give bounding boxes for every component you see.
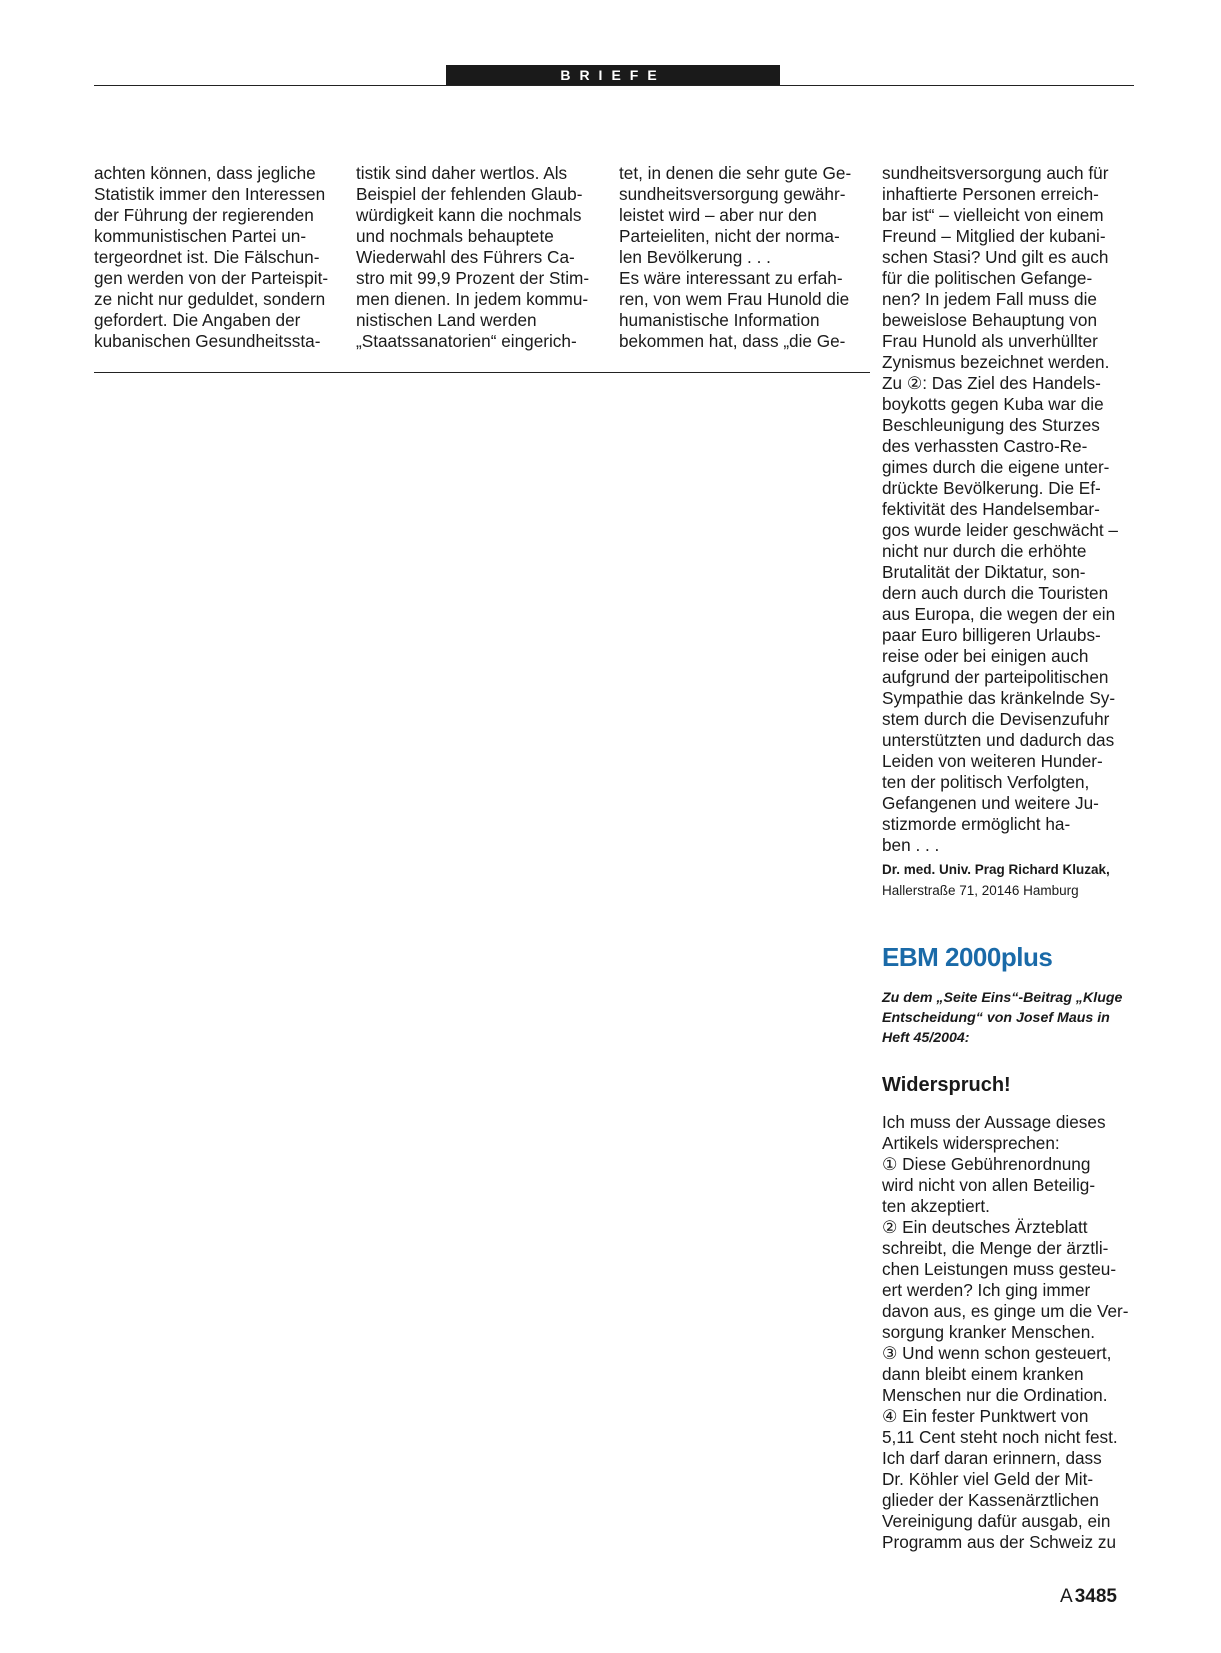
- text-line: des verhassten Castro-Re-: [882, 436, 1088, 456]
- text-line: ert werden? Ich ging immer: [882, 1280, 1091, 1300]
- text-line: fektivität des Handelsembar-: [882, 499, 1100, 519]
- text-line: ze nicht nur geduldet, sondern: [94, 289, 326, 309]
- text-line: ten akzeptiert.: [882, 1196, 990, 1216]
- text-line: Es wäre interessant zu erfah-: [619, 268, 843, 288]
- text-column-3: [619, 163, 851, 352]
- text-line: Zynismus bezeichnet werden.: [882, 352, 1110, 372]
- header-rule: [94, 85, 1134, 86]
- text-line: für die politischen Gefange-: [882, 268, 1093, 288]
- text-line: nistischen Land werden: [356, 310, 537, 330]
- text-line: Frau Hunold als unverhüllter: [882, 331, 1098, 351]
- text-line: dann bleibt einem kranken: [882, 1364, 1084, 1384]
- text-line: stizmorde ermöglicht ha-: [882, 814, 1071, 834]
- text-line: drückte Bevölkerung. Die Ef-: [882, 478, 1101, 498]
- text-line: kubanischen Gesundheitssta-: [94, 331, 321, 351]
- text-line: stro mit 99,9 Prozent der Stim-: [356, 268, 590, 288]
- text-line: unterstützten und dadurch das: [882, 730, 1115, 750]
- text-line: Programm aus der Schweiz zu: [882, 1532, 1117, 1552]
- text-line: achten können, dass jegliche: [94, 163, 316, 183]
- text-line: Freund – Mitglied der kubani-: [882, 226, 1106, 246]
- text-line: nicht nur durch die erhöhte: [882, 541, 1087, 561]
- letter-body: [882, 1112, 1129, 1553]
- text-line: Ich muss der Aussage dieses: [882, 1112, 1106, 1132]
- topic-heading: EBM 2000plus: [882, 942, 1053, 972]
- text-line: Entscheidung“ von Josef Maus in: [882, 1010, 1110, 1026]
- page-number: [1060, 1585, 1117, 1609]
- text-line: schreibt, die Menge der ärztli-: [882, 1238, 1109, 1258]
- text-line: wird nicht von allen Beteilig-: [882, 1175, 1096, 1195]
- text-line: reise oder bei einigen auch: [882, 646, 1089, 666]
- text-line: Brutalität der Diktatur, son-: [882, 562, 1086, 582]
- text-line: ① Diese Gebührenordnung: [882, 1154, 1091, 1174]
- text-line: aufgrund der parteipolitischen: [882, 667, 1109, 687]
- text-line: davon aus, es ginge um die Ver-: [882, 1301, 1129, 1321]
- text-line: ③ Und wenn schon gesteuert,: [882, 1343, 1112, 1363]
- text-line: Wiederwahl des Führers Ca-: [356, 247, 575, 267]
- section-label: BRIEFE: [446, 65, 780, 85]
- text-line: ② Ein deutsches Ärzteblatt: [882, 1217, 1088, 1237]
- text-line: nen? In jedem Fall muss die: [882, 289, 1097, 309]
- text-line: tet, in denen die sehr gute Ge-: [619, 163, 852, 183]
- text-line: dern auch durch die Touristen: [882, 583, 1109, 603]
- text-line: tistik sind daher wertlos. Als: [356, 163, 568, 183]
- text-line: sundheitsversorgung gewähr-: [619, 184, 846, 204]
- text-column-4: [882, 163, 1118, 856]
- text-line: Parteieliten, nicht der norma-: [619, 226, 840, 246]
- text-line: Ich darf daran erinnern, dass: [882, 1448, 1102, 1468]
- text-line: Gefangenen und weitere Ju-: [882, 793, 1099, 813]
- text-line: gen werden von der Parteispit-: [94, 268, 329, 288]
- text-line: men dienen. In jedem kommu-: [356, 289, 589, 309]
- text-line: sorgung kranker Menschen.: [882, 1322, 1096, 1342]
- letter-heading: Widerspruch!: [882, 1074, 1011, 1096]
- page-number-value: 3485: [1074, 1586, 1117, 1607]
- text-line: sundheitsversorgung auch für: [882, 163, 1109, 183]
- text-line: stem durch die Devisenzufuhr: [882, 709, 1110, 729]
- text-line: 5,11 Cent steht noch nicht fest.: [882, 1427, 1118, 1447]
- text-line: Zu ②: Das Ziel des Handels-: [882, 373, 1101, 393]
- text-line: leistet wird – aber nur den: [619, 205, 817, 225]
- text-line: bekommen hat, dass „die Ge-: [619, 331, 846, 351]
- signature-address: Hallerstraße 71, 20146 Hamburg: [882, 883, 1079, 898]
- text-line: inhaftierte Personen erreich-: [882, 184, 1099, 204]
- text-line: und nochmals behauptete: [356, 226, 554, 246]
- text-line: len Bevölkerung . . .: [619, 247, 771, 267]
- article-reference: [882, 988, 1122, 1048]
- text-line: humanistische Information: [619, 310, 820, 330]
- text-line: boykotts gegen Kuba war die: [882, 394, 1104, 414]
- text-line: paar Euro billigeren Urlaubs-: [882, 625, 1101, 645]
- page-prefix: A: [1060, 1586, 1073, 1607]
- text-line: tergeordnet ist. Die Fälschun-: [94, 247, 320, 267]
- text-line: Sympathie das kränkelnde Sy-: [882, 688, 1116, 708]
- text-line: ben . . .: [882, 835, 940, 855]
- text-line: Artikels widersprechen:: [882, 1133, 1060, 1153]
- text-line: schen Stasi? Und gilt es auch: [882, 247, 1109, 267]
- text-line: aus Europa, die wegen der ein: [882, 604, 1116, 624]
- text-line: glieder der Kassenärztlichen: [882, 1490, 1099, 1510]
- text-line: Zu dem „Seite Eins“-Beitrag „Kluge: [882, 990, 1123, 1006]
- text-line: kommunistischen Partei un-: [94, 226, 307, 246]
- text-line: Menschen nur die Ordination.: [882, 1385, 1108, 1405]
- text-line: gimes durch die eigene unter-: [882, 457, 1110, 477]
- text-line: gos wurde leider geschwächt –: [882, 520, 1118, 540]
- text-line: beweislose Behauptung von: [882, 310, 1098, 330]
- text-line: Beispiel der fehlenden Glaub-: [356, 184, 583, 204]
- text-column-1: [94, 163, 328, 352]
- text-line: Vereinigung dafür ausgab, ein: [882, 1511, 1111, 1531]
- text-line: Statistik immer den Interessen: [94, 184, 326, 204]
- text-line: Dr. Köhler viel Geld der Mit-: [882, 1469, 1094, 1489]
- text-line: ren, von wem Frau Hunold die: [619, 289, 850, 309]
- text-line: gefordert. Die Angaben der: [94, 310, 301, 330]
- text-line: der Führung der regierenden: [94, 205, 314, 225]
- text-line: ④ Ein fester Punktwert von: [882, 1406, 1089, 1426]
- text-line: ten der politisch Verfolgten,: [882, 772, 1090, 792]
- column-end-rule: [94, 372, 870, 373]
- text-line: bar ist“ – vielleicht von einem: [882, 205, 1104, 225]
- text-line: „Staatssanatorien“ eingerich-: [356, 331, 577, 351]
- text-line: Heft 45/2004:: [882, 1030, 970, 1046]
- text-line: chen Leistungen muss gesteu-: [882, 1259, 1117, 1279]
- signature-name: Dr. med. Univ. Prag Richard Kluzak,: [882, 862, 1110, 877]
- text-column-2: [356, 163, 589, 352]
- text-line: würdigkeit kann die nochmals: [356, 205, 582, 225]
- text-line: Beschleunigung des Sturzes: [882, 415, 1100, 435]
- text-line: Leiden von weiteren Hunder-: [882, 751, 1103, 771]
